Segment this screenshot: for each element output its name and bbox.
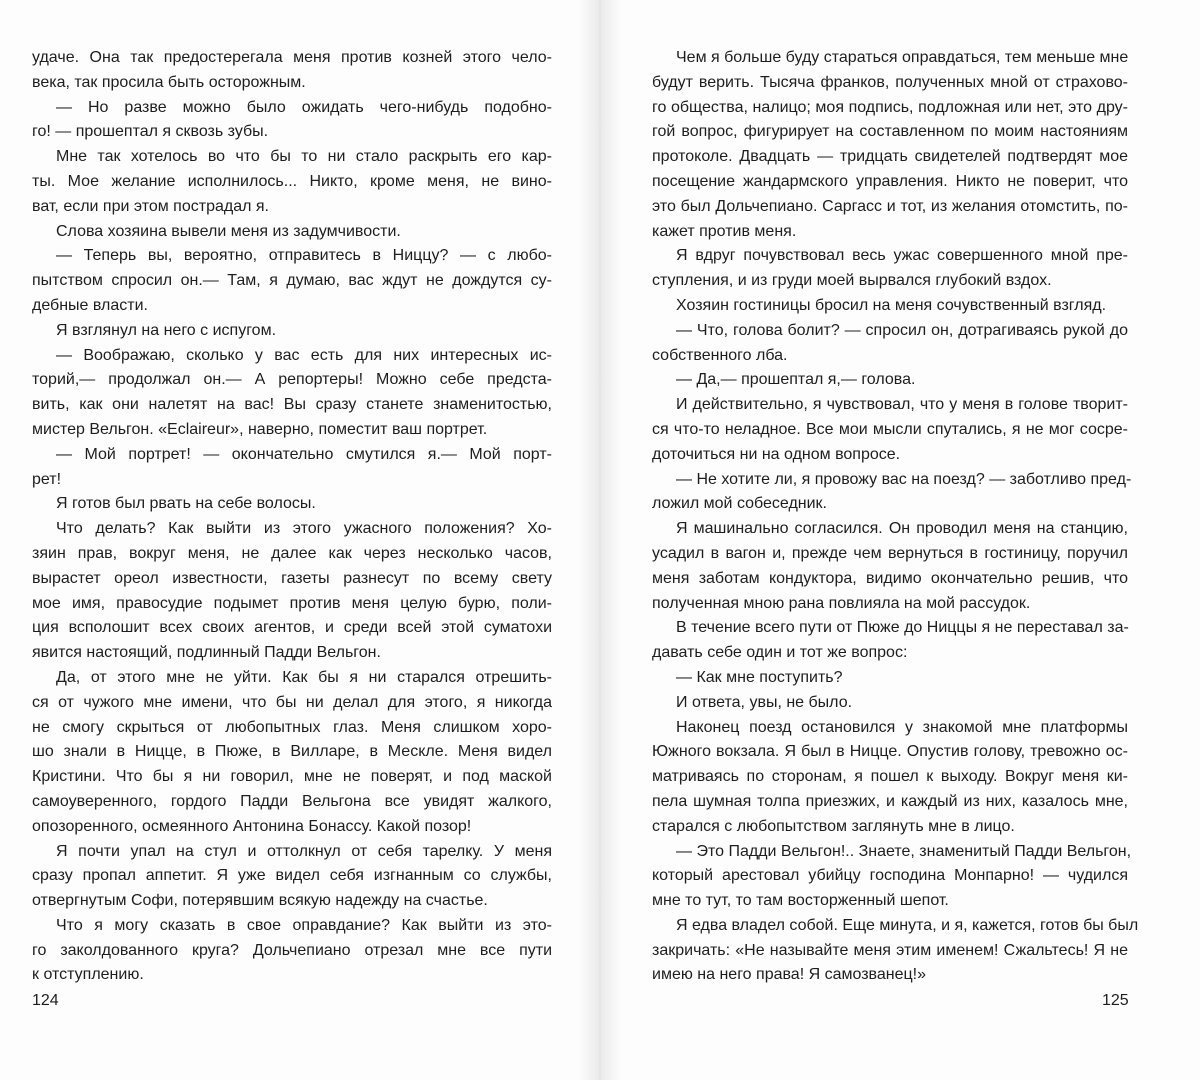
text-line: Мне так хотелось во что бы то ни стало раскрыть его кар- <box>56 148 552 166</box>
page-right-text <box>652 46 1139 988</box>
text-line: И ответа, увы, не было. <box>676 693 853 711</box>
text-line: полученная мною рана повлияла на мой рассудок. <box>652 594 1031 612</box>
text-line: зяин прав, вокруг меня, не далее как через несколько часов, <box>32 544 552 562</box>
text-line: Я едва владел собой. Еще минута, и я, кажется, готов бы был <box>676 916 1139 934</box>
text-line: дебные власти. <box>32 296 148 314</box>
text-line: протоколе. Двадцать — тридцать свидетелей подтвердят мое <box>652 148 1128 166</box>
text-line: Я вдруг почувствовал весь ужас совершенного мной пре- <box>676 247 1128 265</box>
text-line: пела шумная толпа приезжих, и каждый из них, казалось мне, <box>652 792 1128 810</box>
text-line: Что делать? Как выйти из этого ужасного положения? Хо- <box>56 520 552 538</box>
text-line: Хозяин гостиницы бросил на меня сочувственный взгляд. <box>676 296 1107 314</box>
text-line: который арестовал убийцу господина Монпарно! — чудился <box>652 867 1128 885</box>
text-line: Я взглянул на него с испугом. <box>56 321 277 339</box>
text-line: ват, если при этом пострадал я. <box>32 197 269 215</box>
text-line: ступления, и из груди моей вырвался глубокий вздох. <box>652 272 1052 290</box>
text-line: имею на него права! Я самозванец!» <box>652 966 927 984</box>
text-line: — Воображаю, сколько у вас есть для них интересных ис- <box>56 346 552 364</box>
page-number-right: 125 <box>1102 992 1129 1009</box>
text-line: торий,— продолжал он.— А репортеры! Можно себе предста- <box>32 371 552 389</box>
text-line: ложил мой собеседник. <box>652 495 827 513</box>
text-line: рет! <box>32 470 62 488</box>
text-line: — Теперь вы, вероятно, отправитесь в Ниццу? — с любо- <box>56 247 552 265</box>
text-line: — Да,— прошептал я,— голова. <box>676 371 916 389</box>
text-line: гой вопрос, фигурирует на составленном по моим настояниям <box>652 123 1128 141</box>
text-line: Слова хозяина вывели меня из задумчивости. <box>56 222 401 240</box>
text-line: Да, от этого мне не уйти. Как бы я ни старался отрешить- <box>56 668 552 686</box>
text-line: го общества, налицо; моя подпись, подложная или нет, это дру- <box>652 98 1128 116</box>
page-left-text <box>32 46 552 988</box>
text-line: меня заботам кондуктора, видимо окончательно решив, что <box>652 569 1128 587</box>
text-line: В течение всего пути от Пюже до Ниццы я не переставал за- <box>676 619 1129 637</box>
text-line: собственного лба. <box>652 346 788 364</box>
text-line: это был Дольчепиано. Саргасс и тот, из желания отомстить, по- <box>652 197 1128 215</box>
text-line: доточиться ни на одном вопросе. <box>652 445 901 463</box>
text-line: века, так просила быть осторожным. <box>32 73 306 91</box>
text-line: ся что-то неладное. Все мои мысли спутались, я не мог сосре- <box>652 420 1128 438</box>
text-line: Я почти упал на стул и оттолкнул от себя тарелку. У меня <box>56 842 552 860</box>
page-number-left: 124 <box>32 992 59 1009</box>
text-line: го заколдованного круга? Дольчепиано отрезал мне все пути <box>32 941 552 959</box>
text-line: шо знали в Ницце, в Пюже, в Вилларе, в Мескле. Меня видел <box>32 743 552 761</box>
text-line: го! — прошептал я сквозь зубы. <box>32 123 269 141</box>
text-line: кажет против меня. <box>652 222 797 240</box>
text-line: — Но разве можно было ожидать чего-нибудь подобно- <box>56 98 552 116</box>
text-line: к отступлению. <box>32 966 144 984</box>
text-line: явится настоящий, подлинный Падди Вельгон. <box>32 644 381 662</box>
text-line: мое имя, правосудие подымет против меня целую бурю, поли- <box>32 594 552 612</box>
text-line: вить, как они налетят на вас! Вы сразу станете знаменитостью, <box>32 396 552 414</box>
text-line: опозоренного, осмеянного Антонина Бонассу. Какой позор! <box>32 817 472 835</box>
text-line: ся от чужого мне имени, что бы ни делал для этого, я никогда <box>32 693 552 711</box>
text-line: Южного вокзала. Я был в Ницце. Опустив голову, тревожно ос- <box>652 743 1128 761</box>
text-line: старался с любопытством заглянуть мне в лицо. <box>652 817 1015 835</box>
text-line: отвергнутым Софи, потерявшим всякую надежду на счастье. <box>32 892 488 910</box>
text-line: сразу пропал аппетит. Я уже видел себя изгнанным со службы, <box>32 867 552 885</box>
text-line: Чем я больше буду стараться оправдаться, тем меньше мне <box>676 49 1129 66</box>
text-line: не смогу скрыться от любопытных глаз. Меня слишком хоро- <box>32 718 552 736</box>
text-line: матриваясь по сторонам, я пошел к выходу. Вокруг меня ки- <box>652 768 1128 786</box>
text-line: — Мой портрет! — окончательно смутился я.— Мой порт- <box>56 445 552 463</box>
text-line: Что я могу сказать в свое оправдание? Как выйти из это- <box>56 916 552 934</box>
text-line: Я машинально согласился. Он проводил меня на станцию, <box>676 520 1128 538</box>
text-line: самоуверенного, гордого Падди Вельгона все увидят жалкого, <box>32 792 552 810</box>
text-line: мне то тут, то там восторженный шепот. <box>652 892 949 910</box>
text-line: пытством спросил он.— Там, я думаю, вас ждут не дождутся су- <box>32 272 552 290</box>
text-line: ция всполошит всех своих агентов, и среди всей этой суматохи <box>32 619 552 637</box>
text-line: Кристини. Что бы я ни говорил, мне не поверят, и под маской <box>32 768 552 786</box>
text-line: И действительно, я чувствовал, что у меня в голове творит- <box>676 396 1128 414</box>
text-line: — Это Падди Вельгон!.. Знаете, знаменитый Падди Вельгон, <box>676 842 1132 860</box>
text-line: удаче. Она так предостерегала меня против козней этого чело- <box>32 49 552 66</box>
text-line: — Как мне поступить? <box>676 668 843 686</box>
text-line: — Не хотите ли, я провожу вас на поезд? — заботливо пред- <box>676 470 1132 488</box>
text-line: — Что, голова болит? — спросил он, дотрагиваясь рукой до <box>676 321 1128 339</box>
text-line: вырастет ореол известности, газеты разнесут по всему свету <box>32 569 552 587</box>
text-line: давать себе один и тот же вопрос: <box>652 644 908 662</box>
text-line: Я готов был рвать на себе волосы. <box>56 495 316 513</box>
text-line: закричать: «Не называйте меня этим именем! Сжальтесь! Я не <box>652 941 1128 959</box>
text-line: Наконец поезд остановился у знакомой мне платформы <box>676 718 1128 736</box>
book-gutter <box>578 0 622 1080</box>
text-line: мистер Вельгон. «Eclaireur», наверно, поместит ваш портрет. <box>32 420 488 438</box>
text-line: будут верить. Тысяча франков, полученных мной от страхово- <box>652 73 1128 91</box>
text-line: ты. Мое желание исполнилось... Никто, кроме меня, не вино- <box>32 172 552 190</box>
text-line: посещение жандармского управления. Никто не поверит, что <box>652 172 1128 190</box>
text-line: усадил в вагон и, прежде чем вернуться в гостиницу, поручил <box>652 544 1128 562</box>
